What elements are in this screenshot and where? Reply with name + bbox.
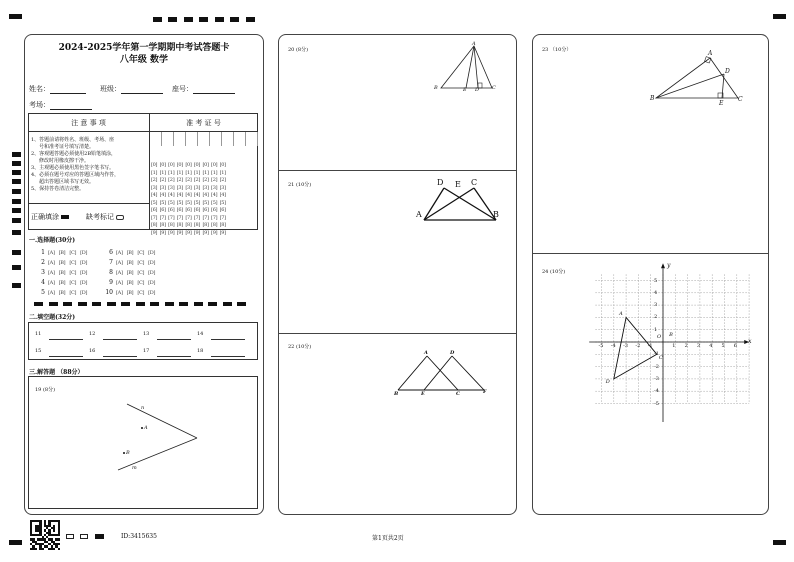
x-tick-label: -2 (635, 343, 641, 349)
admission-bubble[interactable]: [1] (159, 169, 166, 176)
y-tick-label: -3 (654, 375, 659, 382)
name-label: 姓名： (29, 85, 50, 93)
x-tick-label: -3 (623, 343, 628, 349)
admission-bubble[interactable]: [4] (176, 192, 183, 198)
q22-point-b: B (394, 391, 399, 397)
answer-bubble[interactable]: [C] (69, 290, 77, 296)
admission-bubble[interactable]: [8] (168, 222, 175, 228)
admission-bubble[interactable]: [2] (193, 177, 201, 183)
admission-bubble[interactable]: [2] (176, 177, 183, 183)
y-axis-label: y (667, 262, 671, 270)
answer-bubble[interactable]: [A] (48, 290, 55, 296)
q24-point-c: C (658, 355, 663, 362)
class-label: 班级： (100, 85, 121, 93)
admission-bubble[interactable]: [3] (159, 184, 166, 191)
q24-point-d: D (605, 378, 610, 385)
q22-point-d: D (450, 350, 455, 356)
admission-bubble[interactable]: [8] (185, 222, 192, 228)
admission-bubble[interactable]: [4] (219, 192, 226, 198)
admission-bubble[interactable]: [7] (193, 214, 201, 221)
y-tick-label: 3 (654, 302, 658, 309)
admission-bubble[interactable]: [2] (185, 177, 192, 183)
admission-bubble[interactable]: [7] (168, 214, 175, 221)
q23-point-c: C (738, 96, 743, 103)
y-tick-label: 2 (654, 314, 658, 321)
q20-point-d: D (475, 87, 480, 93)
answer-bubble[interactable]: [C] (137, 250, 145, 256)
x-tick-label: 2 (684, 343, 688, 349)
q21-point-b: B (493, 210, 499, 219)
admission-bubble[interactable]: [8] (219, 222, 226, 228)
admission-bubble[interactable]: [8] (211, 222, 218, 228)
admission-bubble[interactable]: [5] (168, 199, 175, 206)
sheet-subtitle: 八年级 数学 (119, 55, 169, 65)
section2-title: 二.填空题(32分) (29, 314, 76, 321)
admission-bubble[interactable]: [3] (202, 184, 209, 191)
admission-bubble[interactable]: [6] (202, 207, 209, 213)
admission-bubble[interactable]: [8] (202, 222, 209, 228)
admission-bubble[interactable]: [7] (211, 214, 218, 221)
admission-bubble[interactable]: [2] (211, 177, 218, 183)
question-number: 1 (41, 249, 45, 256)
admission-bubble[interactable]: [6] (219, 207, 226, 213)
blank-number: 11 (35, 331, 42, 337)
q20-point-c: C (492, 85, 496, 91)
admission-bubble[interactable]: [6] (168, 207, 175, 213)
admission-bubble[interactable]: [5] (219, 199, 226, 206)
question-number: 7 (109, 259, 113, 266)
admission-bubble[interactable]: [6] (185, 207, 192, 213)
q20-point-a: A (472, 41, 476, 47)
y-tick-label: -4 (654, 388, 659, 395)
admission-bubble[interactable]: [0] (193, 162, 201, 168)
room-label: 考场： (29, 101, 50, 109)
q23-label: 23 （10分） (542, 47, 572, 53)
q21-point-e: E (455, 180, 461, 189)
correct-fill-label: 正确填涂 (31, 213, 59, 221)
admission-bubble[interactable]: [1] (185, 169, 192, 176)
question-number: 9 (109, 279, 113, 286)
admission-bubble[interactable]: [0] (159, 162, 166, 168)
admission-bubble[interactable]: [9] (185, 229, 192, 236)
answer-bubble[interactable]: [B] (58, 250, 66, 256)
admission-bubble[interactable]: [0] (151, 162, 158, 168)
q19-label: 19 (8分) (35, 387, 56, 393)
origin-label: O (657, 334, 662, 340)
admission-bubble[interactable]: [1] (211, 169, 218, 176)
admission-bubble[interactable]: [7] (176, 214, 183, 221)
page-number: 第1页共2页 (372, 535, 404, 542)
x-tick-label: 3 (696, 343, 701, 349)
admission-bubble[interactable]: [4] (202, 192, 209, 198)
admission-bubble[interactable]: [0] (176, 162, 183, 168)
x-axis-label: x (748, 338, 752, 345)
admission-bubble[interactable]: [2] (151, 177, 158, 183)
admission-bubble[interactable]: [9] (202, 229, 209, 236)
admission-bubble[interactable]: [9] (151, 229, 158, 236)
admission-bubble[interactable]: [9] (176, 229, 183, 236)
q23-point-d: D (725, 68, 730, 75)
question-number: 10 (105, 289, 113, 296)
admission-bubble[interactable]: [5] (151, 199, 158, 206)
admission-bubble[interactable]: [7] (185, 214, 192, 221)
notice-item: 2、客观题答题必须使用2B铅笔填涂， (31, 151, 117, 157)
admission-bubble[interactable]: [1] (202, 169, 209, 176)
admission-bubble[interactable]: [7] (151, 214, 158, 221)
notice-item: 超出答题区域书写无效。 (39, 179, 95, 185)
y-tick-label: -1 (654, 351, 659, 358)
answer-bubble[interactable]: [B] (58, 260, 66, 266)
answer-bubble[interactable]: [D] (148, 260, 156, 266)
answer-bubble[interactable]: [C] (69, 270, 77, 276)
admission-bubble[interactable]: [0] (211, 162, 218, 168)
admission-bubble[interactable]: [0] (185, 162, 192, 168)
admission-bubble[interactable]: [7] (219, 214, 226, 221)
admission-bubble[interactable]: [4] (185, 192, 192, 198)
x-tick-label: -4 (610, 343, 616, 349)
q23-point-b: B (650, 95, 655, 102)
notice-item: 修改时用橡皮擦干净。 (39, 158, 90, 164)
blank-number: 17 (143, 348, 150, 354)
notice-item: 1、答题前请将姓名、班级、考场、座 (31, 137, 115, 143)
y-tick-label: -2 (654, 363, 659, 370)
answer-bubble[interactable]: [B] (58, 270, 66, 276)
q23-point-e: E (719, 100, 724, 107)
blank-number: 16 (89, 348, 96, 354)
admission-bubble[interactable]: [5] (159, 199, 166, 206)
answer-bubble[interactable]: [A] (116, 260, 123, 266)
q19-label-b: B (126, 450, 130, 456)
answer-bubble[interactable]: [D] (148, 270, 156, 276)
notice-title: 注 意 事 项 (71, 119, 106, 127)
admission-bubble[interactable]: [0] (202, 162, 209, 168)
q19-label-a: A (144, 425, 148, 431)
answer-bubble[interactable]: [A] (116, 290, 123, 296)
admission-bubble[interactable]: [0] (168, 162, 175, 168)
notice-item: 4、必须在题号对应的答题区域内作答， (31, 172, 120, 178)
admission-bubble[interactable]: [4] (168, 192, 175, 198)
answer-bubble[interactable]: [A] (48, 280, 55, 286)
answer-bubble[interactable]: [D] (148, 280, 156, 286)
sheet-id: ID:3415635 (121, 533, 157, 540)
admission-bubble[interactable]: [3] (193, 184, 201, 191)
sheet-title: 2024-2025学年第一学期期中考试答题卡 (58, 43, 230, 53)
q24-label: 24 (10分) (542, 269, 566, 275)
admission-bubble[interactable]: [9] (219, 229, 226, 236)
admission-bubble[interactable]: [6] (176, 207, 183, 213)
answer-bubble[interactable]: [D] (80, 260, 88, 266)
q22-point-c: C (456, 391, 460, 397)
admission-bubble[interactable]: [0] (219, 162, 226, 168)
question-number: 3 (41, 269, 45, 276)
admission-bubble[interactable]: [4] (151, 192, 158, 198)
answer-bubble[interactable]: [B] (126, 260, 134, 266)
admission-bubble[interactable]: [3] (151, 184, 158, 191)
answer-bubble[interactable]: [A] (116, 270, 123, 276)
admission-bubble[interactable]: [8] (159, 222, 166, 228)
answer-bubble[interactable]: [B] (126, 250, 134, 256)
x-tick-label: 1 (672, 343, 676, 349)
q22-point-e: E (421, 391, 425, 397)
admission-bubble[interactable]: [2] (202, 177, 209, 183)
admission-bubble[interactable]: [2] (219, 177, 226, 183)
admission-bubble[interactable]: [4] (211, 192, 218, 198)
admission-bubble[interactable]: [8] (151, 222, 158, 228)
admission-bubble[interactable]: [7] (202, 214, 209, 221)
answer-bubble[interactable]: [D] (80, 250, 88, 256)
admission-bubble[interactable]: [3] (185, 184, 192, 191)
answer-bubble[interactable]: [D] (148, 290, 156, 296)
admission-bubble[interactable]: [6] (159, 207, 166, 213)
question-number: 4 (41, 279, 45, 286)
answer-bubble[interactable]: [A] (48, 270, 55, 276)
admission-bubble[interactable]: [9] (168, 229, 175, 236)
x-tick-label: -5 (598, 343, 604, 349)
x-tick-label: 6 (733, 343, 737, 349)
admission-bubble[interactable]: [8] (176, 222, 183, 228)
admission-bubble[interactable]: [7] (159, 214, 166, 221)
x-tick-label: 5 (721, 343, 725, 349)
admission-bubble[interactable]: [9] (211, 229, 218, 236)
admission-bubble[interactable]: [3] (176, 184, 183, 191)
blank-number: 12 (89, 331, 96, 337)
answer-bubble[interactable]: [B] (126, 280, 134, 286)
admission-bubble[interactable]: [6] (151, 207, 158, 213)
answer-bubble[interactable]: [A] (48, 250, 55, 256)
q20-point-b: B (434, 85, 438, 91)
admission-bubble[interactable]: [1] (176, 169, 183, 176)
blank-number: 18 (197, 348, 204, 354)
admission-bubble[interactable]: [3] (219, 184, 226, 191)
blank-number: 13 (143, 331, 150, 337)
question-number: 5 (41, 289, 45, 296)
admission-bubble[interactable]: [3] (168, 184, 175, 191)
y-tick-label: 1 (654, 326, 658, 333)
q19-label-n: n (141, 405, 145, 411)
admission-bubble[interactable]: [1] (193, 169, 201, 176)
admission-bubble[interactable]: [4] (193, 192, 201, 198)
y-tick-label: 4 (654, 289, 658, 296)
answer-bubble[interactable]: [B] (126, 290, 134, 296)
answer-bubble[interactable]: [C] (69, 280, 77, 286)
y-tick-label: -5 (654, 400, 659, 407)
q22-point-f: F (483, 389, 487, 395)
admission-bubble[interactable]: [1] (168, 169, 175, 176)
admission-bubble[interactable]: [5] (211, 199, 218, 206)
notice-item: 5、保持答卷清洁完整。 (31, 186, 85, 192)
question-number: 2 (41, 259, 45, 266)
q20-label: 20 (8分) (288, 47, 309, 53)
admission-bubble[interactable]: [3] (211, 184, 218, 191)
answer-bubble[interactable]: [B] (58, 290, 66, 296)
admission-bubble[interactable]: [2] (159, 177, 166, 183)
answer-bubble[interactable]: [D] (80, 270, 88, 276)
admission-bubble[interactable]: [5] (185, 199, 192, 206)
admission-bubble[interactable]: [9] (159, 229, 166, 236)
section3-title: 三.解答题 （88分） (29, 369, 84, 376)
admission-bubble[interactable]: [4] (159, 192, 166, 198)
notice-item: 3、主观题必须使用黑色签字笔书写。 (31, 165, 115, 171)
answer-bubble[interactable]: [D] (80, 280, 88, 286)
notice-item: 号和准考证号填写清楚。 (39, 144, 95, 150)
admission-bubble[interactable]: [5] (176, 199, 183, 206)
answer-bubble[interactable]: [A] (48, 260, 55, 266)
q21-point-a: A (416, 210, 422, 219)
answer-bubble[interactable]: [C] (69, 260, 77, 266)
answer-bubble[interactable]: [D] (80, 290, 88, 296)
answer-bubble[interactable]: [C] (137, 260, 145, 266)
admission-bubble[interactable]: [1] (219, 169, 226, 176)
answer-bubble[interactable]: [A] (116, 250, 123, 256)
question-number: 6 (109, 249, 113, 256)
answer-bubble[interactable]: [B] (58, 280, 66, 286)
answer-bubble[interactable]: [B] (126, 270, 134, 276)
admission-bubble[interactable]: [2] (168, 177, 175, 183)
q21-label: 21 (10分) (288, 182, 312, 188)
answer-bubble[interactable]: [C] (69, 250, 77, 256)
y-tick-label: 5 (654, 277, 658, 284)
admission-bubble[interactable]: [5] (202, 199, 209, 206)
q22-label: 22 (10分) (288, 344, 312, 350)
q20-point-e: E (463, 87, 467, 93)
question-number: 8 (109, 269, 113, 276)
q24-point-a: A (619, 311, 623, 318)
section1-title: 一.选择题(30分) (29, 237, 76, 244)
seat-label: 座号： (172, 85, 193, 93)
admission-bubble[interactable]: [9] (193, 229, 201, 236)
admission-bubble[interactable]: [8] (193, 222, 201, 228)
q19-label-m: m (132, 465, 137, 471)
admission-title: 准 考 证 号 (186, 119, 221, 127)
answer-bubble[interactable]: [A] (116, 280, 123, 286)
answer-bubble[interactable]: [C] (137, 280, 145, 286)
q22-point-a: A (424, 350, 428, 356)
answer-bubble[interactable]: [C] (137, 290, 145, 296)
blank-number: 14 (197, 331, 204, 337)
absent-mark-label: 缺考标记 (86, 213, 114, 221)
blank-number: 15 (35, 348, 42, 354)
answer-bubble[interactable]: [C] (137, 270, 145, 276)
q21-point-c: C (471, 178, 478, 187)
admission-bubble[interactable]: [5] (193, 199, 201, 206)
admission-bubble[interactable]: [6] (211, 207, 218, 213)
q24-point-b: B (669, 332, 673, 339)
q21-point-d: D (437, 178, 444, 187)
x-tick-label: 4 (709, 343, 713, 349)
answer-bubble[interactable]: [D] (148, 250, 156, 256)
admission-bubble[interactable]: [1] (151, 169, 158, 176)
x-tick-label: -1 (647, 343, 653, 349)
admission-bubble[interactable]: [6] (193, 207, 201, 213)
q23-point-a: A (708, 50, 713, 57)
